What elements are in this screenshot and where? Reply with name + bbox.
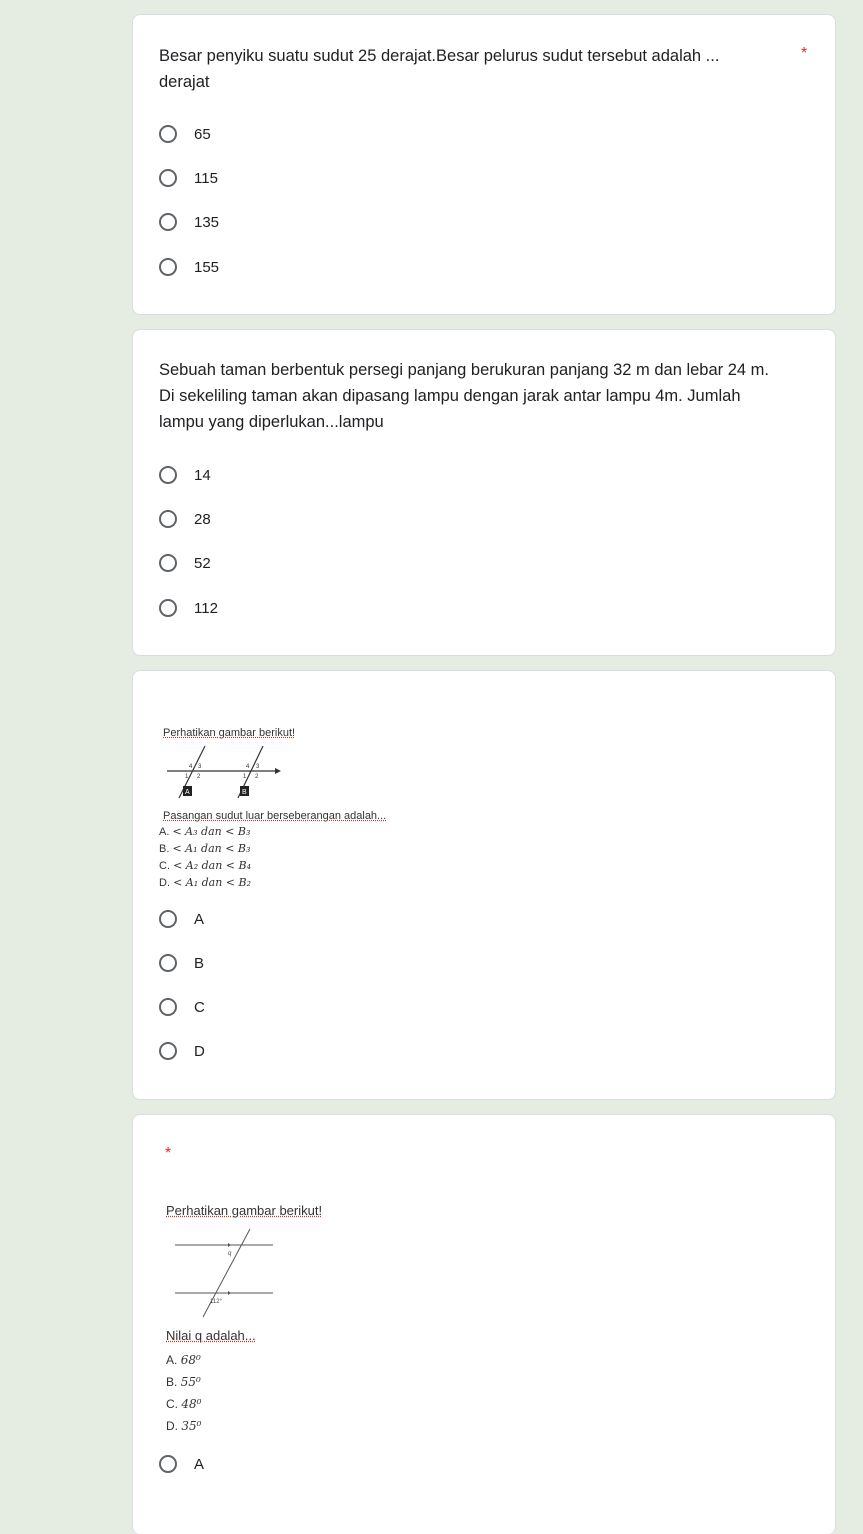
option-label: 52 [194,554,211,572]
point-a-label: A [185,789,190,796]
angle-q-label: q [228,1251,232,1257]
option-label: 135 [194,213,220,231]
option-28[interactable] [159,507,211,531]
question-text-line-1: Besar penyiku suatu sudut 25 derajat.Besar pelurus sudut tersebut adalah ... [159,47,720,65]
question-text-line-2: Di sekeliling taman akan dipasang lampu dengan jarak antar lampu 4m. Jumlah [159,387,741,405]
radio-button[interactable] [159,910,177,928]
option-14[interactable] [159,463,211,487]
option-label: 115 [194,169,218,187]
point-b-label: B [242,789,247,796]
option-65[interactable] [159,122,211,146]
option-115[interactable] [159,166,218,190]
parallel-lines-figure [173,1225,283,1320]
radio-button[interactable] [159,1455,177,1473]
question-text-line-1: Sebuah taman berbentuk persegi panjang berukuran panjang 32 m dan lebar 24 m. [159,361,770,379]
choice-text: 35⁰ [181,1419,202,1433]
option-52[interactable] [159,551,211,575]
angle-label-b3: 3 [256,764,260,770]
question-prompt: Nilai q adalah... [166,1328,256,1343]
choice-letter: B. [159,843,170,855]
option-a[interactable] [159,1452,204,1476]
choice-letter: D. [166,1419,178,1433]
choice-letter: B. [166,1375,178,1389]
question-text-line-2: derajat [159,73,210,91]
option-label: 155 [194,258,220,276]
option-112[interactable] [159,596,218,620]
parallel-lines-figure [163,743,293,813]
arrow-head [275,768,281,774]
option-135[interactable] [159,210,219,234]
option-c[interactable] [159,995,205,1019]
angle-label-a1: 1 [185,774,189,780]
image-title: Perhatikan gambar berikut! [163,727,296,739]
question-prompt: Pasangan sudut luar berseberangan adalah... [163,810,387,822]
angle-label-b4: 4 [246,764,250,770]
choice-letter: C. [159,860,170,872]
question-card-3 [132,670,836,1100]
radio-button[interactable] [159,599,177,617]
option-b[interactable] [159,951,204,975]
option-label: 112 [194,599,218,617]
option-label: A [194,1455,205,1473]
choice-letter: C. [166,1397,178,1411]
choice-letter: A. [159,826,170,838]
radio-button[interactable] [159,466,177,484]
angle-label-a3: 3 [198,764,202,770]
choice-a [159,825,250,838]
choice-text: 48⁰ [181,1397,202,1411]
choice-text: 68⁰ [180,1353,201,1367]
choice-letter: D. [159,877,170,889]
angle-112-label: 112° [210,1299,222,1305]
option-label: 14 [194,466,211,484]
option-label: A [194,910,205,928]
option-label: 28 [194,510,211,528]
option-a[interactable] [159,907,204,931]
option-label: C [194,998,205,1016]
question-text-line-3: lampu yang diperlukan...lampu [159,413,384,431]
question-card-2 [132,329,836,656]
radio-button[interactable] [159,954,177,972]
choice-c [159,859,251,872]
choice-a [166,1353,201,1367]
question-card-1 [132,14,836,315]
choice-b [159,842,250,855]
option-d[interactable] [159,1039,205,1063]
question-card-4 [132,1114,836,1534]
choice-text: < A₂ dan < B₄ [173,859,252,872]
angle-label-b1: 1 [243,774,247,780]
choice-d [159,876,251,889]
option-label: 65 [194,125,211,143]
radio-button[interactable] [159,998,177,1016]
image-title: Perhatikan gambar berikut! [166,1203,323,1218]
radio-button[interactable] [159,510,177,528]
choice-b [166,1375,201,1389]
choice-text: < A₃ dan < B₃ [172,825,251,838]
required-asterisk: * [801,45,808,62]
angle-label-a4: 4 [189,764,193,770]
radio-button[interactable] [159,258,177,276]
radio-button[interactable] [159,554,177,572]
choice-c [166,1397,201,1411]
choice-text: 55⁰ [180,1375,201,1389]
radio-button[interactable] [159,213,177,231]
required-asterisk: * [165,1145,172,1162]
arrow-mark-top [228,1243,231,1247]
radio-button[interactable] [159,1042,177,1060]
radio-button[interactable] [159,125,177,143]
option-155[interactable] [159,255,219,279]
angle-label-b2: 2 [255,774,259,780]
angle-label-a2: 2 [197,774,201,780]
choice-letter: A. [166,1353,178,1367]
option-label: B [194,954,205,972]
choice-d [166,1419,201,1433]
radio-button[interactable] [159,169,177,187]
option-label: D [194,1042,205,1060]
choice-text: < A₁ dan < B₃ [172,842,251,855]
choice-text: < A₁ dan < B₂ [173,876,252,889]
arrow-mark-bottom [228,1291,231,1295]
